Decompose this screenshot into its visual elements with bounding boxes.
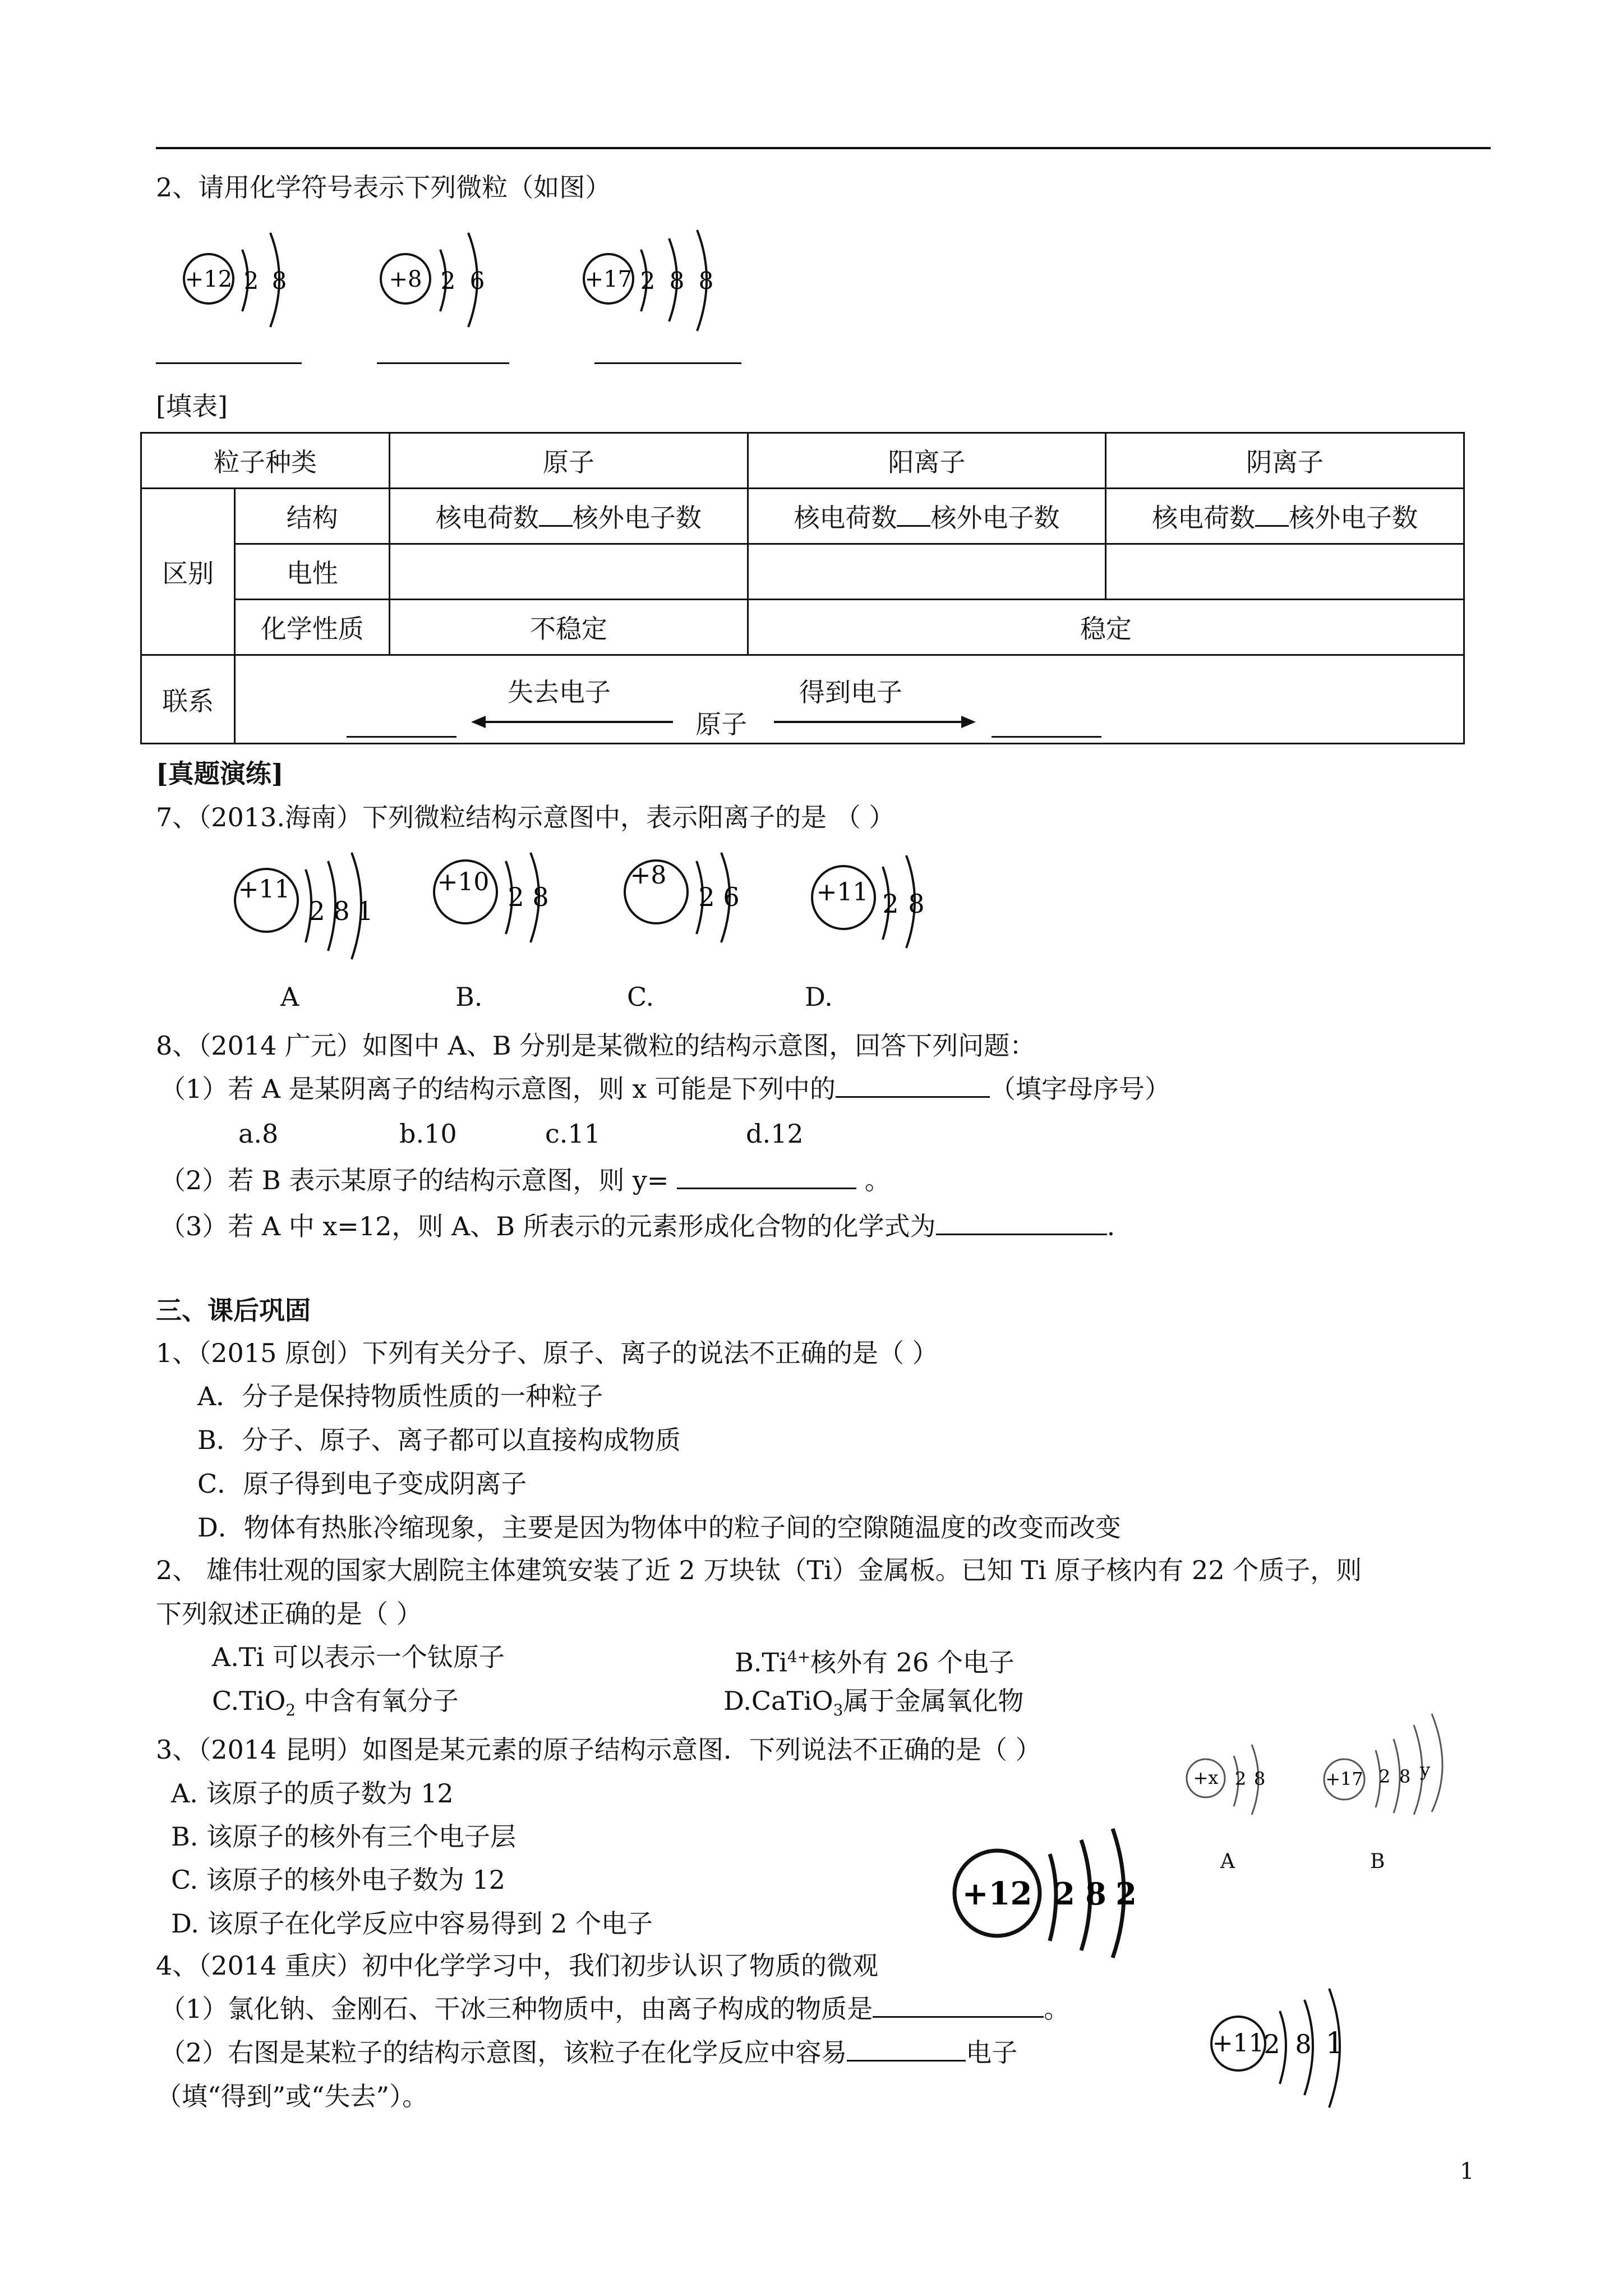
- chem-cell-ion: 稳定: [748, 600, 1464, 655]
- q7-diagram-a: [227, 841, 390, 965]
- s3-q3-text: 3、（2014 昆明）如图是某元素的原子结构示意图．下列说法不正确的是（ ）: [156, 1734, 1041, 1765]
- section-title-zhenti: [真题演练]: [156, 758, 284, 789]
- svg-text:2: 2: [882, 889, 899, 919]
- s3-q2-option-c: C.TiO$_2$ 中含有氧分子: [212, 1686, 459, 1720]
- shell-count: 8: [669, 267, 685, 295]
- s3-q3-option-c: C. 该原子的核外电子数为 12: [171, 1865, 505, 1895]
- row-label-structure: 结构: [235, 489, 390, 544]
- charge-cell-anion[interactable]: [1106, 544, 1464, 600]
- row-label-relation: 联系: [141, 655, 235, 744]
- shell-count: 2: [440, 267, 456, 295]
- header-cell: 阳离子: [748, 433, 1106, 489]
- answer-blank[interactable]: [677, 1165, 856, 1189]
- svg-text:2: 2: [1234, 1768, 1247, 1789]
- s3-q2-option-a: A.Ti 可以表示一个钛原子: [212, 1642, 505, 1672]
- q7-option-b-label: B.: [455, 982, 483, 1012]
- answer-blank[interactable]: [847, 2037, 966, 2062]
- svg-text:6: 6: [723, 882, 740, 912]
- ab-diagram-a: [1178, 1728, 1307, 1818]
- svg-text:8: 8: [1253, 1768, 1266, 1789]
- s3-q4-atom-diagram: [1206, 1977, 1368, 2112]
- atom-diagram-q2-1: [174, 216, 308, 345]
- q8-sub1: （1）若 A 是某阴离子的结构示意图，则 x 可能是下列中的 （填字母序号）: [160, 1074, 1170, 1104]
- answer-blank[interactable]: [347, 736, 457, 738]
- answer-blank[interactable]: [156, 362, 302, 364]
- s3-q2-line2: 下列叙述正确的是（ ）: [156, 1599, 422, 1629]
- svg-text:+11: +11: [238, 875, 291, 904]
- svg-text:8: 8: [1399, 1766, 1411, 1787]
- shell-count: 8: [698, 267, 714, 295]
- svg-text:8: 8: [908, 889, 925, 919]
- svg-text:+10: +10: [437, 868, 490, 896]
- svg-text:+x: +x: [1193, 1767, 1219, 1788]
- fill-table-label: [填表]: [156, 391, 228, 421]
- q7-diagram-c: [617, 839, 751, 951]
- s3-q4-sub2: （2）右图是某粒子的结构示意图，该粒子在化学反应中容易 电子: [160, 2037, 1018, 2068]
- q8-choice-c: c.11: [545, 1119, 601, 1149]
- svg-text:2: 2: [508, 882, 524, 912]
- q7-option-c-label: C.: [627, 982, 654, 1012]
- nucleus-charge: +8: [389, 266, 422, 292]
- q8-text: 8、（2014 广元）如图中 A、B 分别是某微粒的结构示意图，回答下列问题：: [156, 1030, 1036, 1061]
- q7-option-a-label: A: [280, 982, 299, 1012]
- s3-q2-option-d: D.CaTiO$_3$属于金属氧化物: [723, 1686, 1024, 1720]
- header-cell: 阴离子: [1106, 433, 1464, 489]
- svg-text:8: 8: [1295, 2029, 1312, 2059]
- header-rule: [156, 147, 1491, 149]
- answer-blank[interactable]: [836, 1074, 990, 1098]
- q8-choice-a: a.8: [238, 1119, 279, 1149]
- s3-q1-text: 1、（2015 原创）下列有关分子、原子、离子的说法不正确的是（ ）: [156, 1338, 938, 1368]
- row-label-difference: 区别: [141, 489, 235, 655]
- atom-diagram-q2-3: [575, 216, 743, 345]
- ab-label-a: A: [1220, 1850, 1235, 1873]
- svg-text:1: 1: [357, 896, 374, 926]
- atom-diagram-q2-2: [373, 216, 508, 345]
- gain-electron-label: 得到电子: [799, 677, 902, 707]
- s3-q2-line1: 2、 雄伟壮观的国家大剧院主体建筑安装了近 2 万块钛（Ti）金属板。已知 Ti 原子核内有 22 个质子，则: [156, 1555, 1362, 1585]
- row-label-chem: 化学性质: [235, 600, 390, 655]
- q8-choice-d: d.12: [746, 1119, 804, 1149]
- svg-text:+8: +8: [630, 861, 667, 890]
- svg-text:2: 2: [698, 882, 715, 912]
- svg-text:+17: +17: [1325, 1768, 1363, 1789]
- shell-count: 6: [469, 267, 485, 295]
- s3-q3-option-b: B. 该原子的核外有三个电子层: [171, 1821, 517, 1852]
- s3-q4-sub2-line2: （填“得到”或“失去”）。: [156, 2081, 428, 2111]
- answer-blank[interactable]: [873, 1994, 1044, 2018]
- s3-q3-option-a: A. 该原子的质子数为 12: [171, 1778, 454, 1809]
- atom-label: 原子: [695, 709, 747, 739]
- page-number: 1: [1460, 2159, 1474, 2184]
- s3-q1-option-c: C．原子得到电子变成阴离子: [197, 1469, 527, 1499]
- chem-cell-atom: 不稳定: [390, 600, 748, 655]
- header-cell: 粒子种类: [141, 433, 390, 489]
- answer-blank[interactable]: [936, 1211, 1107, 1235]
- q8-sub3: （3）若 A 中 x=12，则 A、B 所表示的元素形成化合物的化学式为 .: [160, 1211, 1115, 1241]
- svg-text:1: 1: [1325, 2027, 1344, 2060]
- answer-blank[interactable]: [992, 736, 1101, 738]
- svg-text:+11: +11: [816, 878, 869, 907]
- s3-q3-option-d: D. 该原子在化学反应中容易得到 2 个电子: [171, 1908, 653, 1939]
- header-cell: 原子: [390, 433, 748, 489]
- q8-choice-b: b.10: [399, 1119, 457, 1149]
- q2-title: 2、请用化学符号表示下列微粒（如图）: [156, 172, 611, 203]
- shell-count: 2: [243, 267, 259, 295]
- structure-cell-cation[interactable]: 核电荷数 核外电子数: [748, 489, 1106, 544]
- relation-arrows: [471, 714, 976, 730]
- q7-text: 7、（2013.海南）下列微粒结构示意图中，表示阳离子的是 （ ）: [156, 802, 895, 832]
- row-label-charge: 电性: [235, 544, 390, 600]
- q8-sub2: （2）若 B 表示某原子的结构示意图，则 y= 。: [160, 1165, 891, 1195]
- s3-q4-text: 4、（2014 重庆）初中化学学习中，我们初步认识了物质的微观: [156, 1950, 878, 1981]
- shell-count: 2: [640, 267, 656, 295]
- s3-q1-option-d: D．物体有热胀冷缩现象，主要是因为物体中的粒子间的空隙随温度的改变而改变: [197, 1512, 1121, 1543]
- svg-text:2: 2: [308, 896, 325, 926]
- s3-q4-sub1: （1）氯化钠、金刚石、干冰三种物质中，由离子构成的物质是 。: [160, 1994, 1070, 2024]
- svg-text:2: 2: [1115, 1876, 1137, 1912]
- nucleus-charge: +12: [185, 266, 233, 292]
- svg-text:+11: +11: [1212, 2029, 1265, 2058]
- ab-diagram-b: [1315, 1711, 1489, 1818]
- ab-label-b: B: [1370, 1850, 1385, 1873]
- svg-text:2: 2: [1378, 1766, 1391, 1787]
- svg-text:y: y: [1419, 1759, 1431, 1780]
- answer-blank[interactable]: [594, 362, 741, 364]
- structure-cell-anion[interactable]: 核电荷数 核外电子数: [1106, 489, 1464, 544]
- nucleus-charge: +17: [584, 266, 633, 292]
- s3-q2-option-b: $B.Ti^{4+}$核外有 26 个电子: [735, 1647, 1015, 1678]
- s3-q1-option-a: A．分子是保持物质性质的一种粒子: [197, 1381, 603, 1411]
- charge-cell-atom[interactable]: [390, 544, 748, 600]
- svg-text:8: 8: [1085, 1876, 1106, 1912]
- svg-text:2: 2: [1264, 2029, 1280, 2059]
- svg-text:2: 2: [1054, 1876, 1075, 1912]
- q7-diagram-d: [808, 839, 942, 956]
- structure-cell-atom[interactable]: 核电荷数 核外电子数: [390, 489, 748, 544]
- svg-text:+12: +12: [962, 1875, 1032, 1912]
- svg-text:8: 8: [333, 896, 350, 926]
- lose-electron-label: 失去电子: [508, 677, 611, 707]
- q7-option-d-label: D.: [805, 982, 833, 1012]
- section-title-3: 三、课后巩固: [156, 1295, 311, 1326]
- charge-cell-cation[interactable]: [748, 544, 1106, 600]
- svg-text:8: 8: [532, 882, 549, 912]
- shell-count: 8: [271, 267, 287, 295]
- s3-q1-option-b: B．分子、原子、离子都可以直接构成物质: [197, 1425, 681, 1455]
- s3-q3-atom-diagram: [948, 1820, 1161, 1961]
- answer-blank[interactable]: [377, 362, 509, 364]
- q7-diagram-b: [426, 839, 561, 951]
